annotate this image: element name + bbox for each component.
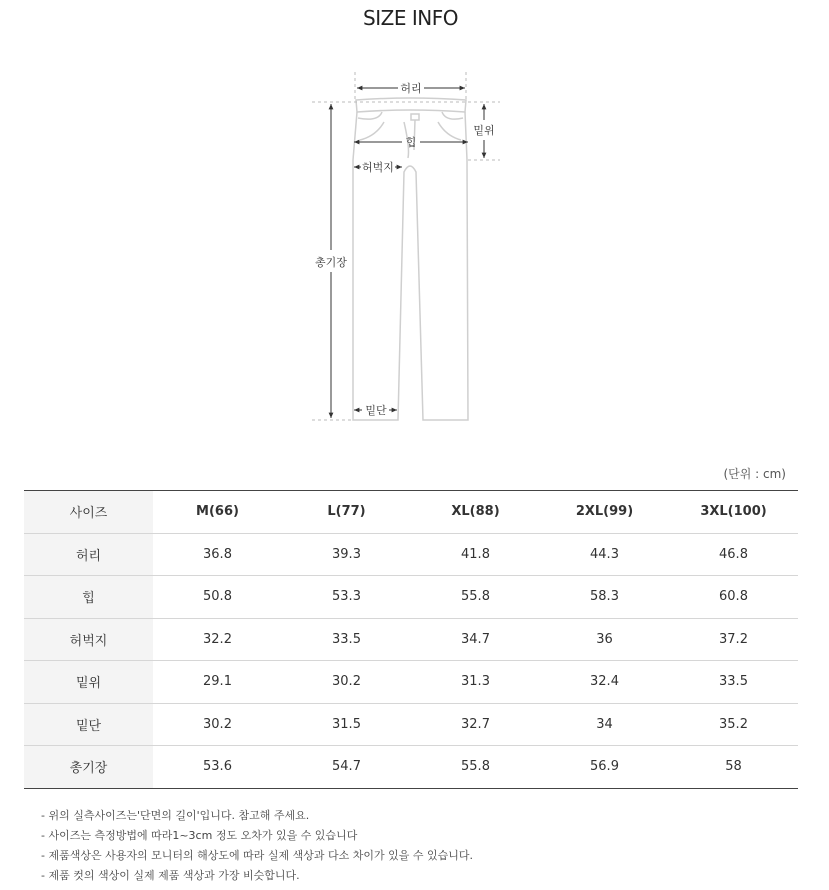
table-cell: 60.8 <box>669 576 798 619</box>
thigh-label: 허벅지 <box>362 161 394 174</box>
table-cell: 31.5 <box>282 703 411 746</box>
table-cell: 58 <box>669 746 798 789</box>
row-label-hip: 힙 <box>24 576 153 619</box>
note-item: - 사이즈는 측정방법에 따라1~3cm 정도 오차가 있을 수 있습니다 <box>41 829 358 842</box>
table-cell: 56.9 <box>540 746 669 789</box>
header-3xl: 3XL(100) <box>669 491 798 534</box>
note-item: - 제품 컷의 색상이 실제 제품 색상과 가장 비슷합니다. <box>41 869 300 882</box>
table-row <box>24 661 798 704</box>
table-header-row <box>24 491 798 534</box>
table-cell: 35.2 <box>669 703 798 746</box>
table-cell: 34 <box>540 703 669 746</box>
table-cell: 54.7 <box>282 746 411 789</box>
thigh-measure <box>354 160 402 174</box>
table-cell: 55.8 <box>411 576 540 619</box>
hem-label: 밑단 <box>365 404 387 417</box>
length-label: 총기장 <box>315 256 347 269</box>
row-label-waist: 허리 <box>24 533 153 576</box>
row-label-rise: 밑위 <box>24 661 153 704</box>
header-xl: XL(88) <box>411 491 540 534</box>
row-label-length: 총기장 <box>24 746 153 789</box>
unit-label: (단위 : cm) <box>723 467 786 481</box>
table-cell: 33.5 <box>282 618 411 661</box>
table-cell: 30.2 <box>153 703 282 746</box>
header-2xl: 2XL(99) <box>540 491 669 534</box>
guide-lines <box>312 72 500 420</box>
table-cell: 39.3 <box>282 533 411 576</box>
table-cell: 32.4 <box>540 661 669 704</box>
header-l: L(77) <box>282 491 411 534</box>
table-cell: 46.8 <box>669 533 798 576</box>
row-label-thigh: 허벅지 <box>24 618 153 661</box>
table-row <box>24 618 798 661</box>
note-item: - 위의 실측사이즈는'단면의 길이'입니다. 참고해 주세요. <box>41 809 310 822</box>
table-cell: 44.3 <box>540 533 669 576</box>
table-cell: 41.8 <box>411 533 540 576</box>
hip-measure <box>354 135 468 149</box>
table-cell: 36.8 <box>153 533 282 576</box>
table-cell: 36 <box>540 618 669 661</box>
table-cell: 58.3 <box>540 576 669 619</box>
table-cell: 33.5 <box>669 661 798 704</box>
table-cell: 30.2 <box>282 661 411 704</box>
notes-list <box>41 806 473 886</box>
table-cell: 32.7 <box>411 703 540 746</box>
table-cell: 50.8 <box>153 576 282 619</box>
table-cell: 53.3 <box>282 576 411 619</box>
waist-measure <box>357 81 465 95</box>
row-label-hem: 밑단 <box>24 703 153 746</box>
table-cell: 31.3 <box>411 661 540 704</box>
rise-label: 밑위 <box>473 124 495 137</box>
table-cell: 53.6 <box>153 746 282 789</box>
table-row <box>24 533 798 576</box>
hip-label: 힙 <box>405 136 417 149</box>
header-m: M(66) <box>153 491 282 534</box>
note-item: - 제품색상은 사용자의 모니터의 해상도에 따라 실제 색상과 다소 차이가 있을 수 있습니다. <box>41 849 473 862</box>
table-cell: 55.8 <box>411 746 540 789</box>
table-row <box>24 746 798 789</box>
rise-measure <box>473 104 494 158</box>
size-table <box>24 490 798 789</box>
table-cell: 29.1 <box>153 661 282 704</box>
hem-measure <box>354 403 397 417</box>
waist-label: 허리 <box>400 82 422 95</box>
length-measure <box>315 104 347 418</box>
table-cell: 34.7 <box>411 618 540 661</box>
table-row <box>24 576 798 619</box>
page-title: SIZE INFO <box>363 6 458 30</box>
table-row <box>24 703 798 746</box>
header-size: 사이즈 <box>24 491 153 534</box>
table-cell: 37.2 <box>669 618 798 661</box>
table-cell: 32.2 <box>153 618 282 661</box>
